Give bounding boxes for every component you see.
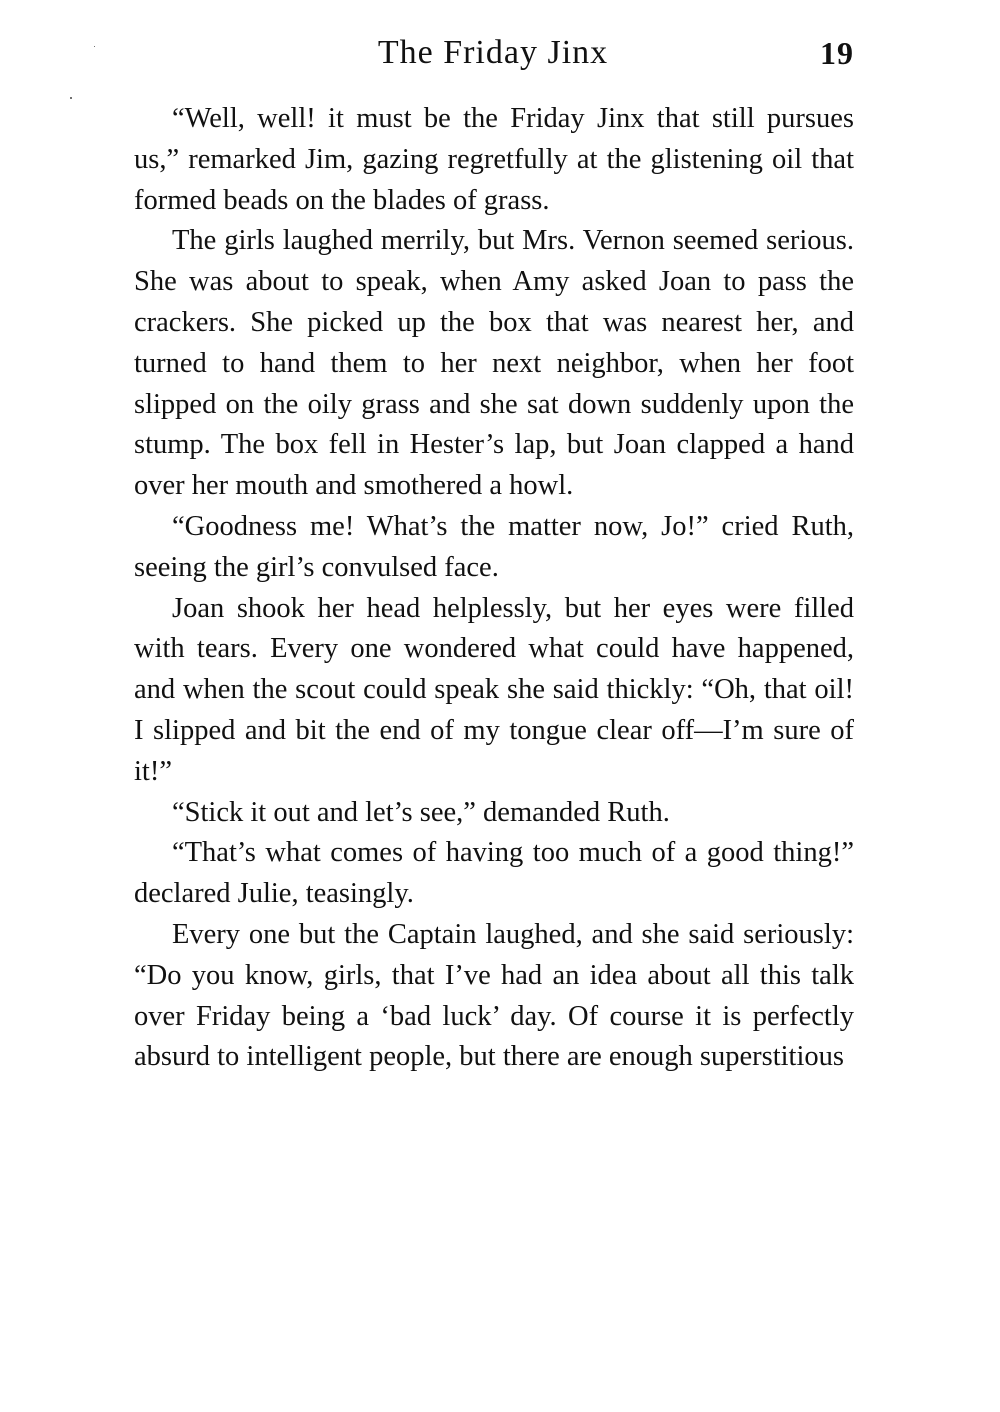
scan-speck — [70, 97, 72, 99]
running-head — [132, 28, 854, 78]
paragraph: “Stick it out and let’s see,” demanded Ruth. — [172, 796, 670, 828]
paragraph: “Well, well! it must be the Friday Jinx that still pursues us,” remarked Jim, gazing regretfully at the glistening oil that formed beads on the blades of grass. — [134, 103, 854, 216]
paragraph: Joan shook her head helplessly, but her eyes were filled with tears. Every one wondered what could have happened, and when the scout could speak she said thickly: “Oh, that oil! I slipped and bit the end of my tongue clear off—I’m sure of it!” — [134, 592, 854, 787]
paragraph: Every one but the Captain laughed, and she said seriously: “Do you know, girls, that I’ve had an idea about all this talk over Friday being a ‘bad luck’ day. Of course it is perfectly absurd to intelligent people, but there are enough superstitious — [134, 918, 854, 1073]
page-number: 19 — [820, 35, 854, 71]
paragraph: “Goodness me! What’s the matter now, Jo!” cried Ruth, seeing the girl’s convulsed face. — [134, 510, 854, 583]
running-title: The Friday Jinx — [377, 34, 609, 71]
scan-speck — [94, 46, 95, 47]
paragraph: The girls laughed merrily, but Mrs. Vernon seemed serious. She was about to speak, when Amy asked Joan to pass the crackers. She picked up the box that was nearest her, and turned to hand them to her next neighbor, when her foot slipped on the oily grass and she sat down suddenly upon the stump. The box fell in Hester’s lap, but Joan clapped a hand over her mouth and smothered a howl. — [134, 225, 854, 502]
paragraph: “That’s what comes of having too much of a good thing!” declared Julie, teasingly. — [134, 837, 854, 910]
body-text — [134, 99, 854, 1078]
